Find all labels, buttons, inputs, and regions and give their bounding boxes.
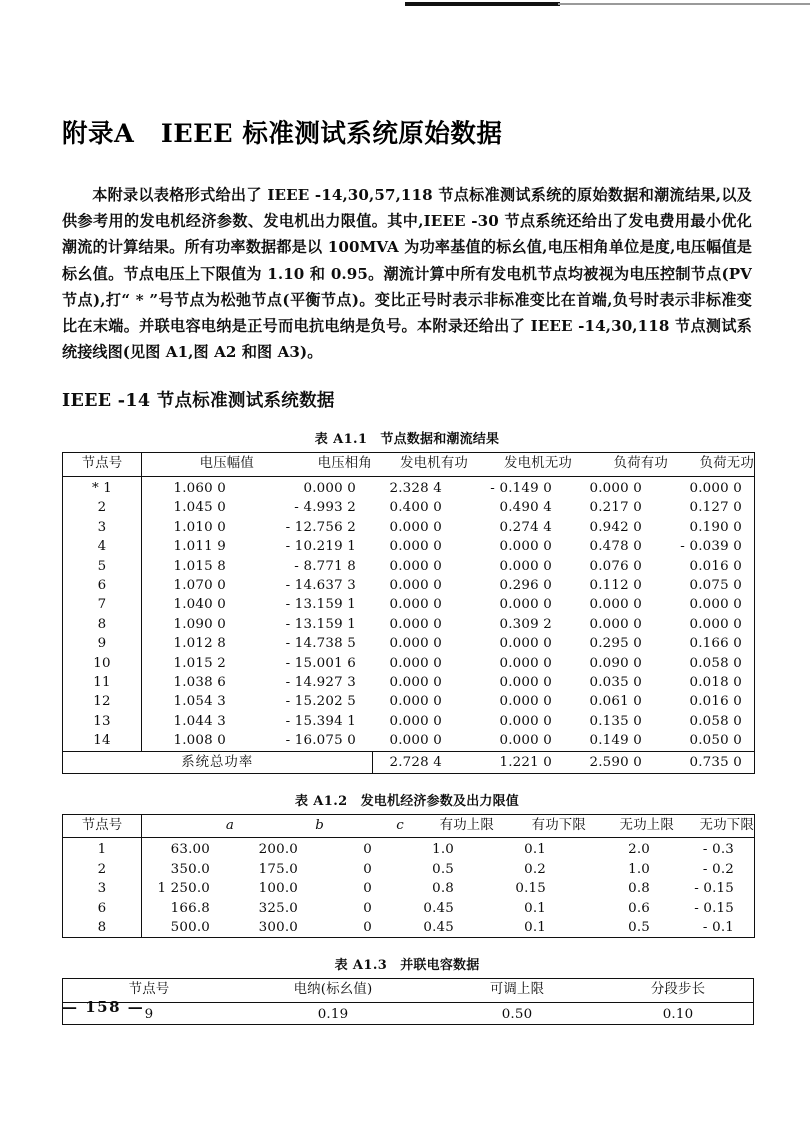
cell-r0-c1: 0.19 <box>317 1006 349 1022</box>
table-row <box>63 838 755 860</box>
cell-r8-c2: - 14.738 5 <box>285 636 356 652</box>
cell-r0-c4: - 0.149 0 <box>490 480 552 496</box>
cell-r2-c6: 0.190 0 <box>689 519 742 535</box>
cell-r6-c0: 7 <box>63 595 142 614</box>
cell-r6-c4: 0.000 0 <box>499 597 552 613</box>
cell-r13-c3: 0.000 0 <box>389 733 442 749</box>
cell-r9-c5: 0.090 0 <box>589 655 642 671</box>
cell-r12-c2: - 15.394 1 <box>285 713 356 729</box>
cell-r0-c5: 0.000 0 <box>589 480 642 496</box>
cell-r2-c1: 1.010 0 <box>173 519 226 535</box>
cell-r2-c0: 3 <box>63 518 142 537</box>
cell-r4-c2: - 8.771 8 <box>294 558 356 574</box>
cell-r11-c2: - 15.202 5 <box>285 694 356 710</box>
cell-r13-c6: 0.050 0 <box>689 733 742 749</box>
cell-r0-c3: 2.328 4 <box>389 480 442 496</box>
cell-r2-c2: - 12.756 2 <box>285 519 356 535</box>
cell-r1-c1: 350.0 <box>170 861 210 877</box>
cell-r11-c3: 0.000 0 <box>389 694 442 710</box>
table-row <box>63 860 755 879</box>
cell-r0-c2: 0.50 <box>501 1006 533 1022</box>
cell-r5-c3: 0.000 0 <box>389 577 442 593</box>
total-load-p: 2.590 0 <box>572 751 668 773</box>
cell-r5-c1: 1.070 0 <box>173 577 226 593</box>
cell-r2-c1: 1 250.0 <box>157 881 210 897</box>
cell-r0-c2: 0.000 0 <box>303 480 356 496</box>
cell-r0-c3: 0 <box>363 842 372 858</box>
table-a11-body <box>63 476 755 751</box>
cell-r4-c3: 0.000 0 <box>389 558 442 574</box>
table-a12-head <box>63 814 755 837</box>
table-a13-caption-number: 表 A1.3 <box>334 958 388 974</box>
cell-r8-c5: 0.295 0 <box>589 636 642 652</box>
cell-r12-c6: 0.058 0 <box>689 713 742 729</box>
cell-r10-c0: 11 <box>63 673 142 692</box>
col-header-load-q: 负荷无功 <box>668 453 755 476</box>
cell-r1-c4: 0.5 <box>432 861 454 877</box>
col-header-upper-limit: 可调上限 <box>431 979 603 1002</box>
cell-r1-c2: - 4.993 2 <box>294 500 356 516</box>
cell-r4-c5: 0.076 0 <box>589 558 642 574</box>
table-a13-caption-text: 并联电容数据 <box>400 958 480 974</box>
cell-r12-c5: 0.135 0 <box>589 713 642 729</box>
cell-r0-c7: - 0.3 <box>702 842 734 858</box>
col-header-voltage-mag: 电压幅值 <box>142 453 255 476</box>
cell-r7-c0: 8 <box>63 615 142 634</box>
table-a11-head <box>63 453 755 476</box>
cell-r4-c2: 300.0 <box>258 920 298 935</box>
cell-r2-c3: 0 <box>363 881 372 897</box>
cell-r6-c5: 0.000 0 <box>589 597 642 613</box>
table-a12-body <box>63 838 755 938</box>
table-row <box>63 615 755 634</box>
table-a13-body <box>63 1002 754 1024</box>
table-a13-header-row <box>63 979 754 1002</box>
col-header-bus-no: 节点号 <box>63 979 236 1002</box>
cell-r3-c2: 325.0 <box>258 900 298 916</box>
cell-r2-c7: - 0.15 <box>694 881 734 897</box>
cell-r4-c7: - 0.1 <box>702 920 734 935</box>
cell-r7-c3: 0.000 0 <box>389 616 442 632</box>
cell-r13-c1: 1.008 0 <box>173 733 226 749</box>
col-header-voltage-ang: 电压相角 <box>254 453 372 476</box>
total-gen-p: 2.728 4 <box>372 751 468 773</box>
cell-r3-c3: 0 <box>363 900 372 916</box>
cell-r3-c5: 0.478 0 <box>589 539 642 555</box>
cell-r2-c5: 0.942 0 <box>589 519 642 535</box>
cell-r3-c7: - 0.15 <box>694 900 734 916</box>
cell-r10-c3: 0.000 0 <box>389 674 442 690</box>
cell-r0-c0: * 1 <box>63 476 142 498</box>
cell-r1-c2: 175.0 <box>258 861 298 877</box>
cell-r4-c1: 1.015 8 <box>173 558 226 574</box>
col-header-p-max: 有功上限 <box>404 814 494 837</box>
table-row <box>63 476 755 498</box>
cell-r1-c6: 1.0 <box>628 861 650 877</box>
col-header-bus-no: 节点号 <box>63 453 142 476</box>
table-row <box>63 557 755 576</box>
cell-r7-c2: - 13.159 1 <box>285 616 356 632</box>
cell-r7-c5: 0.000 0 <box>589 616 642 632</box>
cell-r2-c0: 3 <box>63 879 142 898</box>
cell-r5-c6: 0.075 0 <box>689 577 742 593</box>
total-gen-q: 1.221 0 <box>468 751 572 773</box>
cell-r6-c6: 0.000 0 <box>689 597 742 613</box>
cell-r1-c4: 0.490 4 <box>499 500 552 516</box>
cell-r8-c0: 9 <box>63 634 142 653</box>
appendix-title-letter: A <box>114 119 135 149</box>
col-header-coeff-c: c <box>324 814 404 837</box>
col-header-coeff-a: a <box>142 814 235 837</box>
cell-r2-c3: 0.000 0 <box>389 519 442 535</box>
cell-r10-c4: 0.000 0 <box>499 674 552 690</box>
cell-r2-c4: 0.274 4 <box>499 519 552 535</box>
cell-r3-c1: 166.8 <box>170 900 210 916</box>
cell-r0-c2: 200.0 <box>258 842 298 858</box>
table-a11-header-row <box>63 453 755 476</box>
total-load-q: 0.735 0 <box>668 751 755 773</box>
cell-r0-c6: 0.000 0 <box>689 480 742 496</box>
total-label: 系统总功率 <box>63 751 373 773</box>
table-row <box>63 595 755 614</box>
cell-r11-c4: 0.000 0 <box>499 694 552 710</box>
cell-r12-c4: 0.000 0 <box>499 713 552 729</box>
col-header-susceptance: 电纳(标幺值) <box>235 979 431 1002</box>
col-header-load-p: 负荷有功 <box>572 453 668 476</box>
cell-r2-c4: 0.8 <box>432 881 454 897</box>
table-row <box>63 879 755 898</box>
table-row <box>63 673 755 692</box>
cell-r4-c6: 0.5 <box>628 920 650 935</box>
cell-r12-c3: 0.000 0 <box>389 713 442 729</box>
cell-r8-c4: 0.000 0 <box>499 636 552 652</box>
cell-r1-c5: 0.217 0 <box>589 500 642 516</box>
table-a13-head <box>63 979 754 1002</box>
table-a12-caption-text: 发电机经济参数及出力限值 <box>360 793 520 809</box>
cell-r4-c1: 500.0 <box>170 920 210 935</box>
cell-r9-c6: 0.058 0 <box>689 655 742 671</box>
page-title <box>62 0 752 148</box>
cell-r4-c0: 5 <box>63 557 142 576</box>
cell-r11-c0: 12 <box>63 692 142 711</box>
table-a11-total-row <box>63 751 755 773</box>
appendix-title-main: IEEE 标准测试系统原始数据 <box>160 119 503 149</box>
table-a12-caption <box>62 774 752 814</box>
cell-r8-c1: 1.012 8 <box>173 636 226 652</box>
cell-r9-c4: 0.000 0 <box>499 655 552 671</box>
cell-r11-c6: 0.016 0 <box>689 694 742 710</box>
table-a12-header-row <box>63 814 755 837</box>
table-a12-generator-economics <box>62 814 755 938</box>
cell-r2-c6: 0.8 <box>628 881 650 897</box>
table-a11-caption <box>62 412 752 452</box>
cell-r3-c6: - 0.039 0 <box>680 539 742 555</box>
cell-r3-c6: 0.6 <box>628 900 650 916</box>
cell-r11-c1: 1.054 3 <box>173 694 226 710</box>
cell-r13-c2: - 16.075 0 <box>285 733 356 749</box>
cell-r6-c3: 0.000 0 <box>389 597 442 613</box>
cell-r0-c1: 63.00 <box>170 842 210 858</box>
col-header-gen-p: 发电机有功 <box>372 453 468 476</box>
cell-r1-c0: 2 <box>63 498 142 517</box>
cell-r3-c2: - 10.219 1 <box>285 539 356 555</box>
table-row <box>63 654 755 673</box>
table-row <box>63 576 755 595</box>
cell-r13-c5: 0.149 0 <box>589 733 642 749</box>
cell-r9-c2: - 15.001 6 <box>285 655 356 671</box>
table-row <box>63 1002 754 1024</box>
appendix-title-prefix: 附录 <box>62 119 115 149</box>
cell-r3-c0: 4 <box>63 537 142 556</box>
table-row <box>63 731 755 751</box>
cell-r5-c4: 0.296 0 <box>499 577 552 593</box>
intro-paragraph: 本附录以表格形式给出了 IEEE -14,30,57,118 节点标准测试系统的原始数据和潮流结果,以及供参考用的发电机经济参数、发电机出力限值。其中,IEEE -30 节点系统还给出了发电费用最小优化潮流的计算结果。所有功率数据都是以 100MVA 为功率基值的标幺值,电压相角单位是度,电压幅值是标幺值。节点电压上下限值为 1.10 和 0.95。潮流计算中所有发电机节点均被视为电压控制节点(PV 节点),打“ * ”号节点为松弛节点(平衡节点)。变比正号时表示非标准变比在首端,负号时表示非标准变比在末端。并联电容电纳是正号而电抗电纳是负号。本附录还给出了 IEEE -14,30,118 节点测试系统接线图(见图 A1,图 A2 和图 A3)。 <box>62 186 752 362</box>
cell-r5-c2: - 14.637 3 <box>285 577 356 593</box>
cell-r5-c5: 0.112 0 <box>589 577 642 593</box>
col-header-coeff-b: b <box>234 814 324 837</box>
cell-r2-c2: 100.0 <box>258 881 298 897</box>
cell-r4-c6: 0.016 0 <box>689 558 742 574</box>
table-row <box>63 712 755 731</box>
cell-r4-c4: 0.000 0 <box>499 558 552 574</box>
cell-r5-c0: 6 <box>63 576 142 595</box>
cell-r3-c1: 1.011 9 <box>173 539 226 555</box>
cell-r1-c7: - 0.2 <box>702 861 734 877</box>
cell-r13-c4: 0.000 0 <box>499 733 552 749</box>
table-row <box>63 692 755 711</box>
cell-r6-c1: 1.040 0 <box>173 597 226 613</box>
col-header-q-min: 无功下限 <box>674 814 755 837</box>
cell-r0-c1: 1.060 0 <box>173 480 226 496</box>
cell-r8-c6: 0.166 0 <box>689 636 742 652</box>
col-header-p-min: 有功下限 <box>494 814 586 837</box>
cell-r10-c5: 0.035 0 <box>589 674 642 690</box>
cell-r10-c1: 1.038 6 <box>173 674 226 690</box>
cell-r7-c1: 1.090 0 <box>173 616 226 632</box>
col-header-bus-no: 节点号 <box>63 814 142 837</box>
cell-r0-c6: 2.0 <box>628 842 650 858</box>
cell-r1-c5: 0.2 <box>524 861 546 877</box>
cell-r0-c0: 1 <box>63 838 142 860</box>
col-header-gen-q: 发电机无功 <box>468 453 572 476</box>
cell-r9-c0: 10 <box>63 654 142 673</box>
cell-r10-c2: - 14.927 3 <box>285 674 356 690</box>
cell-r3-c0: 6 <box>63 899 142 918</box>
cell-r7-c4: 0.309 2 <box>499 616 552 632</box>
cell-r4-c4: 0.45 <box>423 920 454 935</box>
cell-r9-c1: 1.015 2 <box>173 655 226 671</box>
table-a11-caption-text: 节点数据和潮流结果 <box>380 432 500 448</box>
table-a11-caption-number: 表 A1.1 <box>314 432 368 448</box>
table-row <box>63 498 755 517</box>
cell-r0-c0: 9 <box>144 1006 154 1022</box>
cell-r1-c3: 0 <box>363 861 372 877</box>
cell-r1-c6: 0.127 0 <box>689 500 742 516</box>
cell-r4-c5: 0.1 <box>524 920 546 935</box>
cell-r1-c1: 1.045 0 <box>173 500 226 516</box>
table-row <box>63 918 755 938</box>
cell-r3-c4: 0.000 0 <box>499 539 552 555</box>
cell-r9-c3: 0.000 0 <box>389 655 442 671</box>
col-header-step-size: 分段步长 <box>603 979 754 1002</box>
table-row <box>63 537 755 556</box>
table-a11-foot <box>63 751 755 773</box>
table-row <box>63 899 755 918</box>
cell-r4-c0: 8 <box>63 918 142 938</box>
cell-r1-c3: 0.400 0 <box>389 500 442 516</box>
cell-r10-c6: 0.018 0 <box>689 674 742 690</box>
cell-r3-c4: 0.45 <box>423 900 454 916</box>
table-a13-caption <box>62 938 752 978</box>
cell-r4-c3: 0 <box>363 920 372 935</box>
cell-r8-c3: 0.000 0 <box>389 636 442 652</box>
cell-r12-c1: 1.044 3 <box>173 713 226 729</box>
page-content <box>62 0 752 1025</box>
cell-r6-c2: - 13.159 1 <box>285 597 356 613</box>
table-row <box>63 518 755 537</box>
cell-r7-c6: 0.000 0 <box>689 616 742 632</box>
cell-r3-c5: 0.1 <box>524 900 546 916</box>
cell-r2-c5: 0.15 <box>515 881 546 897</box>
page-number: — 158 — <box>62 998 145 1016</box>
table-a13-shunt-capacitor <box>62 978 754 1025</box>
table-a12-caption-number: 表 A1.2 <box>294 793 348 809</box>
cell-r0-c4: 1.0 <box>432 842 454 858</box>
cell-r3-c3: 0.000 0 <box>389 539 442 555</box>
cell-r11-c5: 0.061 0 <box>589 694 642 710</box>
table-a11-bus-data <box>62 452 755 774</box>
cell-r0-c3: 0.10 <box>662 1006 694 1022</box>
section-heading-ieee14: IEEE -14 节点标准测试系统数据 <box>62 391 335 412</box>
col-header-q-max: 无功上限 <box>586 814 674 837</box>
cell-r12-c0: 13 <box>63 712 142 731</box>
cell-r0-c5: 0.1 <box>524 842 546 858</box>
cell-r1-c0: 2 <box>63 860 142 879</box>
cell-r13-c0: 14 <box>63 731 142 751</box>
table-row <box>63 634 755 653</box>
